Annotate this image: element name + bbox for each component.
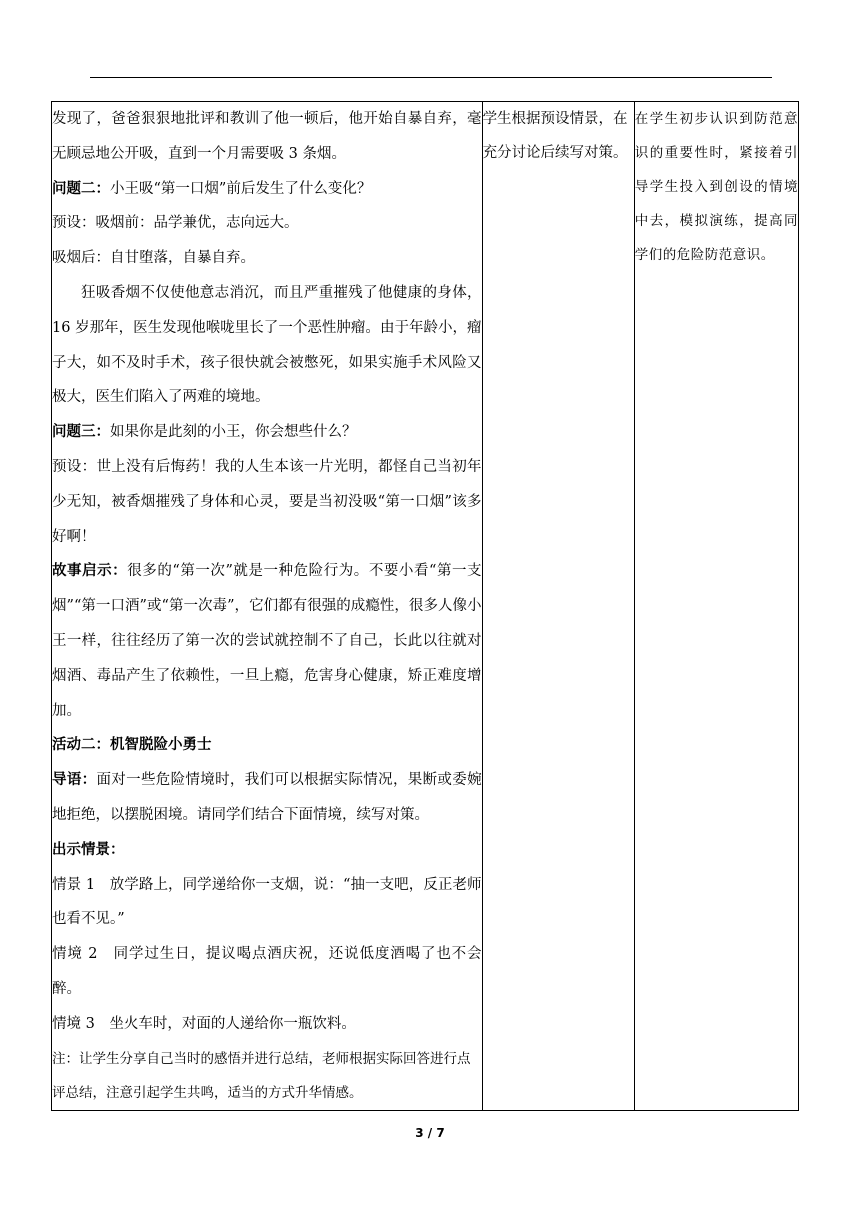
- scene-one: 情景 1 放学路上，同学递给你一支烟，说：“抽一支吧，反正老师也看不见。”: [52, 876, 482, 928]
- question-two-label: 问题二：: [52, 179, 110, 197]
- design-intent-cell: [634, 102, 798, 1111]
- student-activity-text: 学生根据预设情景，在充分讨论后续写对策。: [482, 111, 628, 161]
- guide-label: 导语：: [52, 771, 97, 789]
- table-row: [52, 102, 799, 1111]
- teaching-process-cell: [52, 102, 483, 1111]
- student-activity-cell: [482, 102, 634, 1111]
- question-two-text: 小王吸“第一口烟”前后发生了什么变化？: [110, 180, 372, 197]
- lesson-table: [51, 101, 799, 1111]
- guide-paragraph: [52, 763, 482, 833]
- question-three: [52, 415, 482, 450]
- story-paragraph: 狂吸香烟不仅使他意志消沉，而且严重摧残了他健康的身体，16 岁那年，医生发现他喉咙里长了一个恶性肿瘤。由于年龄小，瘤子大，如不及时手术，孩子很快就会被憋死，如果实施手术风险又极大，医生们陷入了两难的境地。: [52, 284, 482, 406]
- question-three-label: 问题三：: [52, 423, 110, 441]
- header-rule: [90, 77, 772, 78]
- paragraph-continuation: 发现了，爸爸狠狠地批评和教训了他一顿后，他开始自暴自弃，毫无顾忌地公开吸，直到一个月需要吸 3 条烟。: [52, 111, 482, 162]
- question-three-text: 如果你是此刻的小王，你会想些什么？: [110, 424, 357, 441]
- story-insight: [52, 554, 482, 728]
- show-scenes-label: 出示情景：: [52, 840, 125, 858]
- scene-three: 情境 3 坐火车时，对面的人递给你一瓶饮料。: [52, 1015, 356, 1032]
- story-insight-text: 很多的“第一次”就是一种危险行为。不要小看“第一支烟”“第一口酒”或“第一次毒”，它们都有很强的成瘾性，很多人像小王一样，往往经历了第一次的尝试就控制不了自己，长此以往就对烟酒、毒品产生了依赖性，一旦上瘾，危害身心健康，矫正难度增加。: [52, 563, 482, 719]
- question-two: [52, 172, 482, 207]
- preset-after: 吸烟后：自甘堕落，自暴自弃。: [52, 250, 255, 267]
- preset-question-three: 预设：世上没有后悔药！我的人生本该一片光明，都怪自己当初年少无知，被香烟摧残了身体和心灵，要是当初没吸“第一口烟”该多好啊！: [52, 458, 482, 545]
- activity-two-heading: 活动二：机智脱险小勇士: [52, 736, 212, 754]
- teacher-note: 注：让学生分享自己当时的感悟并进行总结，老师根据实际回答进行点评总结，注意引起学生共鸣，适当的方式升华情感。: [52, 1050, 471, 1101]
- page-number: 3 / 7: [415, 1126, 445, 1140]
- design-intent-text: 在学生初步认识到防范意识的重要性时，紧接着引导学生投入到创设的情境中去，模拟演练，提高同学们的危险防范意识。: [634, 111, 798, 263]
- story-insight-label: 故事启示：: [52, 562, 128, 580]
- guide-text: 面对一些危险情境时，我们可以根据实际情况，果断或委婉地拒绝，以摆脱困境。请同学们结合下面情境，续写对策。: [52, 772, 482, 823]
- scene-two: 情境 2 同学过生日，提议喝点酒庆祝，还说低度酒喝了也不会醉。: [52, 946, 482, 997]
- preset-before: 预设：吸烟前：品学兼优，志向远大。: [52, 215, 299, 232]
